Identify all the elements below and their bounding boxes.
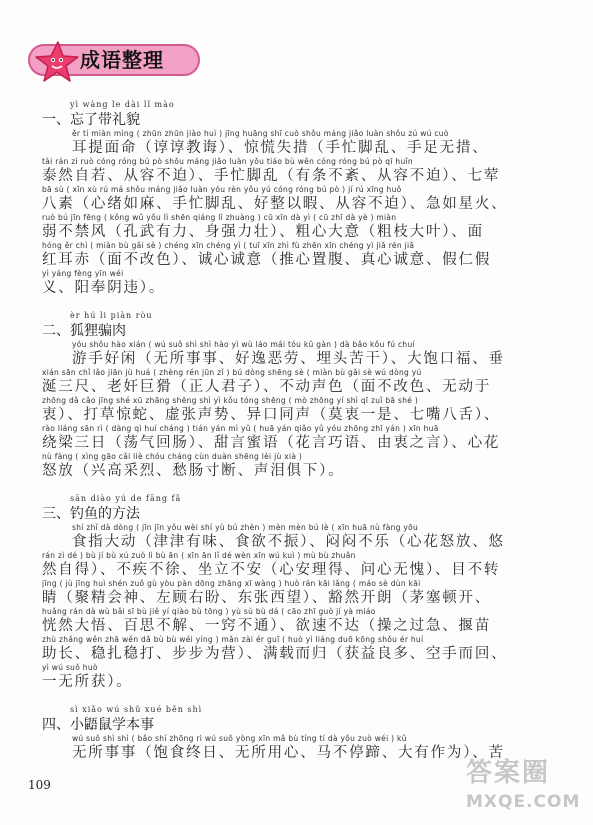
hanzi-line: 无所事事（饱食终日、无所用心、马不停蹄、大有作为）、苦 xyxy=(72,745,505,761)
text-line xyxy=(42,269,562,297)
section-gap xyxy=(42,480,562,494)
text-line xyxy=(42,213,562,241)
pinyin-line: yóu shǒu hào xián ( wú suǒ shì shì hào yì wù láo mái tóu kǔ gàn ) dà bǎo kǒu fú chuí xyxy=(72,340,415,349)
pinyin-line: rào liáng sān rì ( dàng qì huí cháng ) tián yán mì yǔ ( huā yán qiǎo yǔ yóu zhōng zhī yán ) xīn huā xyxy=(42,424,439,433)
pinyin-line: huǎng rán dà wù bǎi sī bù jiě yí qiào bù tōng ) yù sù bù dá ( cāo zhī guò jí yà miáo xyxy=(42,607,376,616)
hanzi-line: 睛（聚精会神、左顾右盼、东张西望）、豁然开朗（茅塞顿开、 xyxy=(42,590,492,606)
section-1 xyxy=(42,100,562,297)
pinyin-line: rán zì dé ) bù jí bù xú zuò lì bù ān ( xīn ān lǐ dé wèn xīn wú kuì ) mù bù zhuǎn xyxy=(42,551,356,560)
hanzi-line: 助长、稳扎稳打、步步为营）、满载而归（获益良多、空手而回、 xyxy=(42,646,508,662)
hanzi-line: 然自得）、不疾不徐、坐立不安（心安理得、问心无愧）、目不转 xyxy=(42,562,501,578)
pinyin-line: bā sù ( xīn xù rú má shǒu máng jiǎo luàn yóu rèn yǒu yú cóng róng bú pò ) jí rú xīng huǒ xyxy=(42,185,402,194)
text-line xyxy=(42,241,562,269)
hanzi-line: 红耳赤（面不改色）、诚心诚意（推心置腹、真心诚意、假仁假 xyxy=(42,252,492,268)
heading-text: 二、狐狸骗肉 xyxy=(42,323,126,339)
text-line xyxy=(42,579,562,607)
text-line xyxy=(42,607,562,635)
section-heading xyxy=(42,705,562,734)
pinyin-line: tài rán zì ruò cóng róng bú pò shǒu máng jiǎo luàn yǒu tiáo bù wěn cóng róng bú pò qī huǐn xyxy=(42,157,413,166)
watermark-top: 答案圈 xyxy=(466,758,551,788)
hanzi-line: 食指大动（津津有味、食欲不振）、闷闷不乐（心花怒放、悠 xyxy=(72,534,505,550)
text-line xyxy=(42,396,562,424)
text-line xyxy=(42,368,562,396)
heading-text: 三、钓鱼的方法 xyxy=(42,506,140,522)
section-heading xyxy=(42,100,562,129)
pinyin-line: ruò bú jīn fēng ( kǒng wǔ yǒu lì shēn qiáng lì zhuàng ) cū xīn dà yì ( cū zhī dà yè ) miàn xyxy=(42,213,397,222)
hanzi-line: 一无所获）。 xyxy=(42,674,133,690)
pinyin-line: shí zhǐ dà dòng ( jīn jīn yǒu wèi shí yù bú zhèn ) mèn mèn bú lè ( xīn huā nù fàng yōu xyxy=(72,523,419,532)
page-number: 109 xyxy=(28,778,51,792)
heading-pinyin: èr hú li piàn ròu xyxy=(70,311,153,320)
pinyin-line: wú suǒ shì shì ( bǎo shí zhōng rì wú suǒ yòng xīn mǎ bù tíng tí dà yǒu zuò wéi ) kǔ xyxy=(72,734,407,743)
heading-text: 四、小鼯鼠学本事 xyxy=(42,717,154,733)
pinyin-line: jīng ( jù jīng huì shén zuǒ gù yòu pàn dōng zhāng xī wàng ) huò rán kāi lǎng ( máo sè dùn kāi xyxy=(42,579,421,588)
pinyin-line: xián sān chǐ lǎo jiān jù huá ( zhèng rén jūn zǐ ) bú dòng shēng sè ( miàn bù gǎi sè wú dòng yú xyxy=(42,368,422,377)
text-line xyxy=(42,663,562,691)
hanzi-line: 弱不禁风（孔武有力、身强力壮）、粗心大意（粗枝大叶）、面 xyxy=(42,224,484,240)
text-line xyxy=(42,635,562,663)
text-line xyxy=(42,424,562,452)
watermark-logo xyxy=(462,748,588,820)
page-title: 成语整理 xyxy=(80,48,164,72)
hanzi-line: 衷）、打草惊蛇、虚张声势、异口同声（莫衷一是、七嘴八舌）、 xyxy=(42,407,501,423)
idiom-content xyxy=(42,100,562,762)
pinyin-line: ěr tí miàn mìng ( zhūn zhūn jiào huì ) jīng huāng shī cuò shǒu máng jiǎo luàn shǒu zú wú cuò xyxy=(72,129,449,138)
hanzi-line: 泰然自若、从容不迫）、手忙脚乱（有条不紊、从容不迫）、七荤 xyxy=(42,168,501,184)
hanzi-line: 恍然大悟、百思不解、一窍不通）、欲速不达（操之过急、揠苗 xyxy=(42,618,492,634)
pinyin-line: nù fàng ( xìng gāo cǎi liè chóu cháng cùn duàn shēng lèi jù xià ) xyxy=(42,452,303,461)
text-line xyxy=(42,157,562,185)
section-heading xyxy=(42,311,562,340)
starfish-icon xyxy=(34,40,80,84)
text-line xyxy=(42,185,562,213)
heading-text: 一、忘了带礼貌 xyxy=(42,112,140,128)
section-2 xyxy=(42,311,562,480)
section-heading xyxy=(42,494,562,523)
hanzi-line: 义、阳奉阴违）。 xyxy=(42,280,166,296)
pinyin-line: zhōng dǎ cǎo jīng shé xū zhāng shēng shì yì kǒu tóng shēng ( mò zhōng yí shì qī zuǐ bā shé ) xyxy=(42,396,419,405)
hanzi-line: 怒放（兴高采烈、愁肠寸断、声泪俱下）。 xyxy=(42,463,345,479)
section-3 xyxy=(42,494,562,691)
heading-pinyin: sì xiǎo wú shǔ xué běn shì xyxy=(70,705,203,714)
hanzi-line: 耳提面命（谆谆教诲）、惊慌失措（手忙脚乱、手足无措、 xyxy=(72,140,489,156)
pinyin-line: yì yáng fèng yīn wéi xyxy=(42,269,124,278)
hanzi-line: 游手好闲（无所事事、好逸恶劳、埋头苦干）、大饱口福、垂 xyxy=(72,351,505,367)
text-line xyxy=(42,551,562,579)
pinyin-line: hóng ěr chì ( miàn bù gǎi sè ) chéng xīn chéng yì ( tuī xīn zhì fù zhēn xīn chéng yì jiǎ rén jiǎ xyxy=(42,241,415,250)
heading-pinyin: yì wàng le dài lǐ mào xyxy=(70,100,175,109)
pinyin-line: yì wú suǒ huò xyxy=(42,663,98,672)
hanzi-line: 绕梁三日（荡气回肠）、甜言蜜语（花言巧语、由衷之言）、心花 xyxy=(42,435,501,451)
hanzi-line: 涎三尺、老奸巨猾（正人君子）、不动声色（面不改色、无动于 xyxy=(42,379,492,395)
text-line xyxy=(42,129,562,157)
text-line xyxy=(42,523,562,551)
heading-pinyin: sān diào yú de fāng fǎ xyxy=(70,494,182,503)
text-line xyxy=(42,340,562,368)
section-gap xyxy=(42,297,562,311)
hanzi-line: 八素（心绪如麻、手忙脚乱、好整以暇、从容不迫）、急如星火、 xyxy=(42,196,508,212)
section-gap xyxy=(42,691,562,705)
watermark-bottom: MXQE.COM xyxy=(466,792,581,812)
pinyin-line: zhù zhǎng wěn zhā wěn dǎ bù bù wéi yíng ) mǎn zài ér guī ( huò yì liáng duō kōng shǒu ér huí xyxy=(42,635,424,644)
text-line xyxy=(42,452,562,480)
